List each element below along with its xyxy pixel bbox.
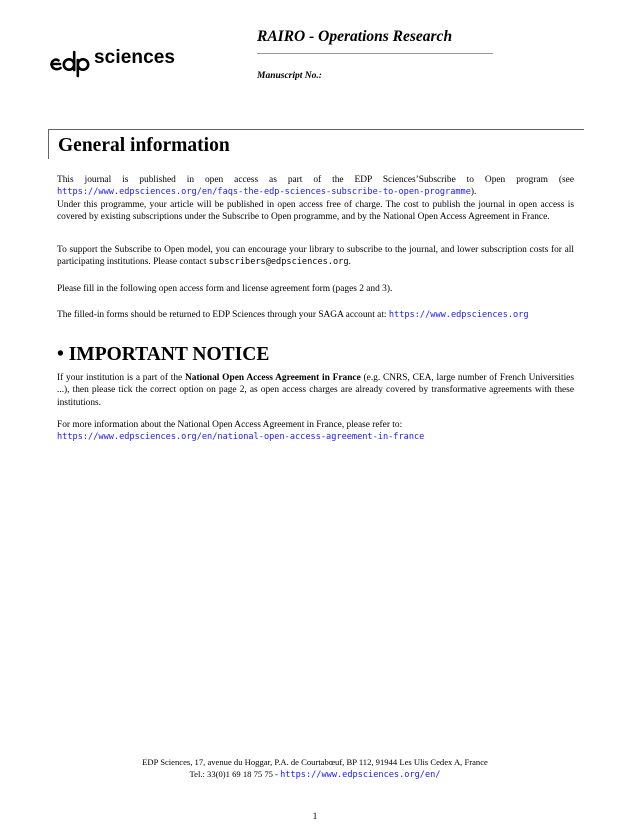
footer-tel: Tel.: 33(0)1 69 18 75 75 -: [189, 768, 281, 779]
intro-paragraph: [57, 174, 574, 223]
agreement-bold-text: National Open Access Agreement in France: [185, 373, 361, 383]
support-text-end: .: [348, 257, 351, 268]
footer-contact: [0, 769, 630, 782]
intro-text-end: ).: [470, 187, 477, 198]
notice-text-end: (e.g. CNRS, CEA, large number of French Universities ...), then please tick the correct option on page 2, as open access charges are already covered by transformative agreements with these institutions.: [57, 373, 574, 408]
return-paragraph: [57, 309, 574, 321]
return-text: The filled-in forms should be returned to EDP Sciences through your SAGA account at:: [57, 310, 389, 320]
footer-address: EDP Sciences, 17, avenue du Hoggar, P.A. de Courtabœuf, BP 112, 91944 Les Ulis Cedex A, France: [142, 757, 488, 767]
notice-text: If your institution is a part of the: [57, 373, 186, 383]
footer: [0, 757, 630, 781]
subscribers-email: subscribers@edpsciences.org: [208, 257, 349, 268]
important-notice-heading: • IMPORTANT NOTICE: [57, 344, 270, 365]
programme-text: Under this programme, your article will be published in open access free of charge. The cost to publish the journal in open access is covered by existing subscriptions under the Subscribe to Open programme, and by the National Open Access Agreement in France.: [57, 199, 574, 222]
notice-paragraph: [57, 372, 574, 409]
title-rule: [257, 53, 493, 54]
intro-text: This journal is published in open access as part of the EDP Sciences’Subscribe to Open program (see: [57, 175, 574, 185]
saga-account-link[interactable]: https://www.edpsciences.org: [388, 310, 529, 320]
page-number: 1: [312, 812, 318, 822]
edp-sciences-logo: [49, 42, 175, 78]
more-info-text: For more information about the National Open Access Agreement in France, please refer to:: [57, 420, 403, 430]
edp-logo-icon: [49, 42, 91, 78]
logo-wordmark: sciences: [94, 47, 176, 68]
support-text: To support the Subscribe to Open model, you can encourage your library to subscribe to the journal, and lower subscription costs for all participating institutions. Please contact: [57, 245, 574, 268]
general-information-heading: General information: [58, 135, 230, 156]
footer-website-link[interactable]: https://www.edpsciences.org/en/: [280, 769, 441, 780]
fill-in-paragraph: Please fill in the following open access form and license agreement form (pages 2 and 3).: [57, 284, 393, 294]
national-agreement-link[interactable]: https://www.edpsciences.org/en/national-open-access-agreement-in-france: [57, 432, 425, 443]
more-info-paragraph: [57, 419, 574, 444]
support-paragraph: [57, 244, 574, 269]
subscribe-to-open-link[interactable]: https://www.edpsciences.org/en/faqs-the-edp-sciences-subscribe-to-open-programme: [57, 187, 471, 198]
journal-title: RAIRO - Operations Research: [257, 28, 453, 45]
manuscript-label: Manuscript No.:: [257, 71, 322, 81]
